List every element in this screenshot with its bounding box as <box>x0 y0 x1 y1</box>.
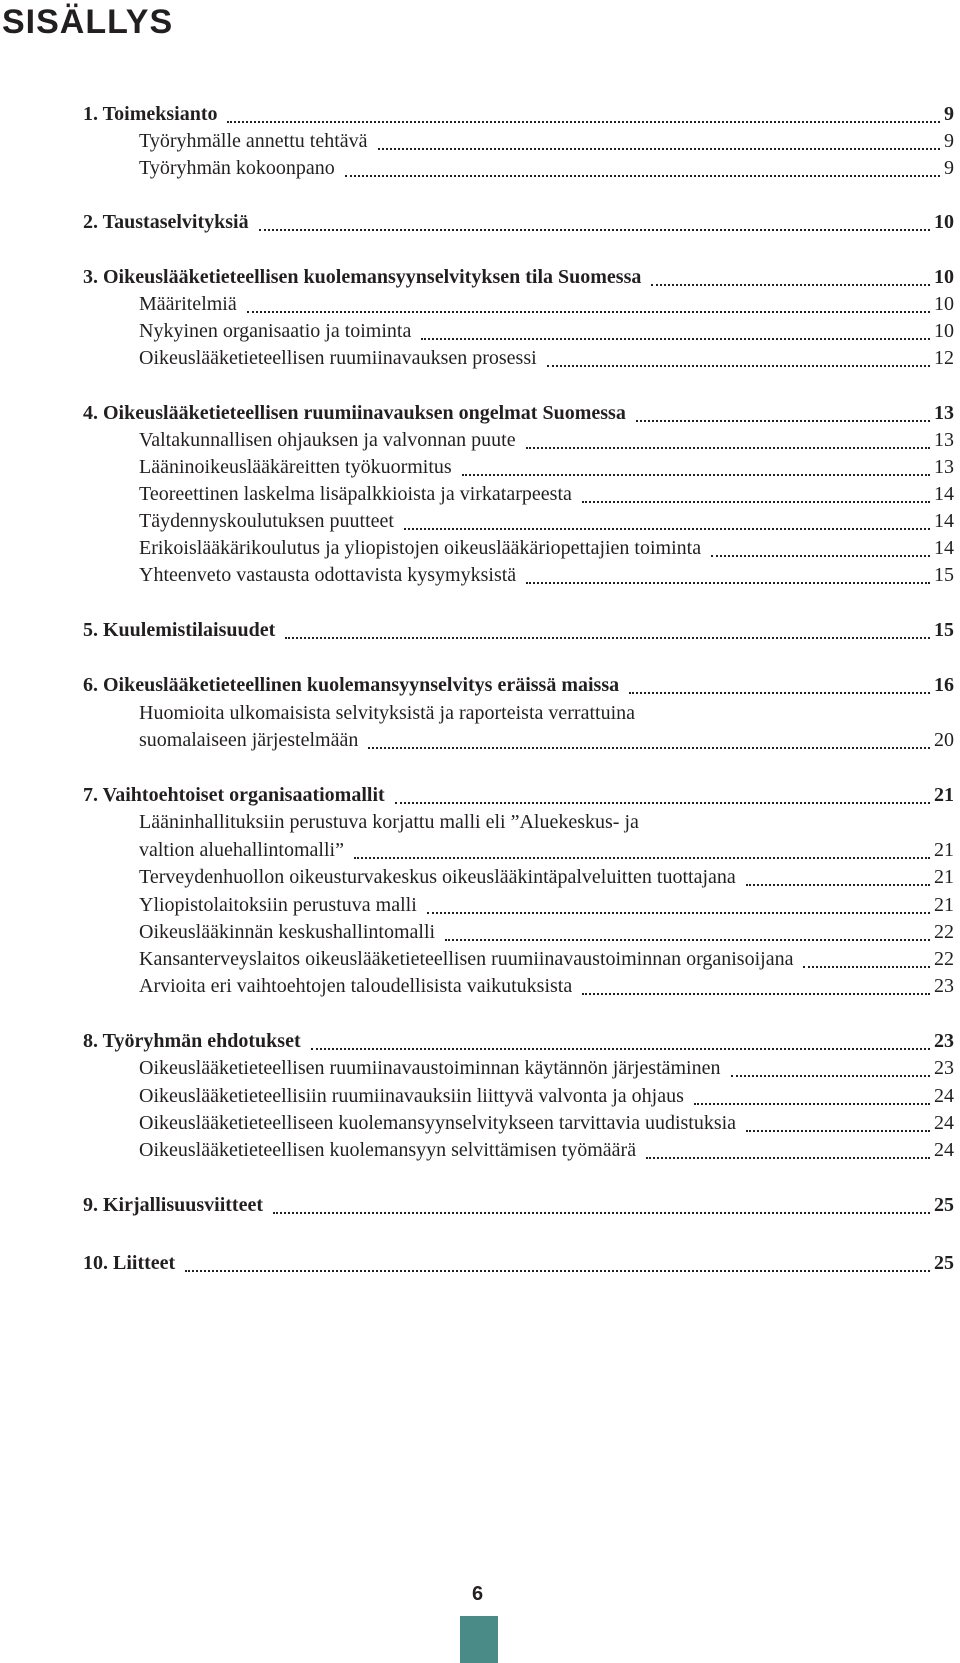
toc-subsection-row[interactable] <box>139 344 954 372</box>
toc-dot-leader <box>445 939 930 941</box>
toc-entry-title: 4. Oikeuslääketieteellisen ruumiinavauksen ongelmat Suomessa <box>83 402 626 424</box>
toc-dot-leader <box>185 1270 930 1272</box>
toc-entry-title: Oikeuslääketieteelliseen kuolemansyynselvitykseen tarvittavia uudistuksia <box>139 1112 737 1134</box>
toc-entry-page: 21 <box>934 894 954 916</box>
toc-subsection-row[interactable] <box>139 290 954 318</box>
toc-entry-title: 6. Oikeuslääketieteellinen kuolemansyynselvitys eräissä maissa <box>83 674 620 696</box>
toc-entry-title: Yliopistolaitoksiin perustuva malli <box>139 894 417 916</box>
toc-entry-title: valtion aluehallintomalli” <box>139 839 344 861</box>
toc-entry-title: Oikeuslääketieteellisen kuolemansyyn selvittämisen työmäärä <box>139 1139 637 1161</box>
toc-dot-leader <box>582 501 930 503</box>
toc-entry-page: 23 <box>934 975 954 997</box>
toc-subsection-row[interactable] <box>139 561 954 589</box>
toc-subsection-row[interactable] <box>139 317 954 345</box>
toc-subsection-row[interactable] <box>139 127 954 155</box>
toc-entry-title: 5. Kuulemistilaisuudet <box>83 619 276 641</box>
page-tab-marker <box>460 1616 498 1663</box>
toc-section-row[interactable] <box>83 208 954 236</box>
toc-entry-title: Huomioita ulkomaisista selvityksistä ja raporteista verrattuina <box>139 702 635 724</box>
toc-entry-title: Erikoislääkärikoulutus ja yliopistojen oikeuslääkäriopettajien toiminta <box>139 537 702 559</box>
toc-dot-leader <box>421 338 930 340</box>
toc-subsection-row[interactable] <box>139 534 954 562</box>
toc-section-row[interactable] <box>83 781 954 809</box>
toc-subsection-row[interactable] <box>139 453 954 481</box>
toc-entry-page: 21 <box>934 839 954 861</box>
toc-entry-page: 14 <box>934 537 954 559</box>
toc-section-row[interactable] <box>83 616 954 644</box>
toc-dot-leader <box>404 528 930 530</box>
toc-subsection-row[interactable] <box>139 808 954 836</box>
toc-dot-leader <box>694 1103 930 1105</box>
toc-entry-title: Työryhmän kokoonpano <box>139 157 335 179</box>
toc-entry-page: 16 <box>934 674 954 696</box>
toc-dot-leader <box>547 365 930 367</box>
toc-entry-title: Kansanterveyslaitos oikeuslääketieteellisen ruumiinavaustoiminnan organisoijana <box>139 948 794 970</box>
toc-dot-leader <box>582 993 930 995</box>
toc-subsection-row[interactable] <box>139 1109 954 1137</box>
toc-dot-leader <box>651 284 930 286</box>
toc-dot-leader <box>746 1130 930 1132</box>
toc-entry-title: Terveydenhuollon oikeusturvakeskus oikeuslääkintäpalveluitten tuottajana <box>139 866 736 888</box>
toc-dot-leader <box>427 912 930 914</box>
toc-entry-page: 9 <box>944 103 954 125</box>
toc-entry-title: Yhteenveto vastausta odottavista kysymyksistä <box>139 564 517 586</box>
toc-dot-leader <box>354 857 930 859</box>
toc-entry-page: 23 <box>934 1057 954 1079</box>
toc-entry-page: 25 <box>934 1194 954 1216</box>
toc-entry-title: 10. Liitteet <box>83 1252 176 1274</box>
toc-dot-leader <box>368 747 930 749</box>
toc-entry-page: 24 <box>934 1085 954 1107</box>
toc-entry-page: 13 <box>934 429 954 451</box>
toc-section-row[interactable] <box>83 399 954 427</box>
toc-subsection-row[interactable] <box>139 726 954 754</box>
toc-subsection-row[interactable] <box>139 426 954 454</box>
toc-entry-title: 1. Toimeksianto <box>83 103 218 125</box>
toc-dot-leader <box>803 966 930 968</box>
toc-entry-title: 8. Työryhmän ehdotukset <box>83 1030 301 1052</box>
toc-dot-leader <box>711 555 930 557</box>
toc-entry-page: 13 <box>934 402 954 424</box>
toc-subsection-row[interactable] <box>139 699 954 727</box>
toc-entry-page: 20 <box>934 729 954 751</box>
toc-entry-page: 12 <box>934 347 954 369</box>
toc-dot-leader <box>629 692 930 694</box>
toc-subsection-row[interactable] <box>139 945 954 973</box>
toc-entry-page: 9 <box>944 157 954 179</box>
toc-entry-title: Lääninoikeuslääkäreitten työkuormitus <box>139 456 452 478</box>
toc-entry-page: 21 <box>934 784 954 806</box>
toc-section-row[interactable] <box>83 100 954 128</box>
toc-entry-page: 24 <box>934 1112 954 1134</box>
toc-dot-leader <box>526 447 930 449</box>
toc-subsection-row[interactable] <box>139 918 954 946</box>
toc-entry-page: 9 <box>944 130 954 152</box>
toc-subsection-row[interactable] <box>139 863 954 891</box>
toc-dot-leader <box>746 884 930 886</box>
toc-entry-page: 23 <box>934 1030 954 1052</box>
toc-entry-title: Arvioita eri vaihtoehtojen taloudellisista vaikutuksista <box>139 975 573 997</box>
toc-entry-page: 22 <box>934 948 954 970</box>
toc-entry-title: suomalaiseen järjestelmään <box>139 729 359 751</box>
toc-entry-page: 22 <box>934 921 954 943</box>
toc-entry-title: 7. Vaihtoehtoiset organisaatiomallit <box>83 784 385 806</box>
toc-dot-leader <box>646 1157 930 1159</box>
toc-dot-leader <box>462 474 930 476</box>
toc-section-row[interactable] <box>83 671 954 699</box>
toc-dot-leader <box>395 802 930 804</box>
toc-entry-title: Lääninhallituksiin perustuva korjattu malli eli ”Aluekeskus- ja <box>139 811 639 833</box>
toc-entry-title: Valtakunnallisen ohjauksen ja valvonnan puute <box>139 429 516 451</box>
toc-subsection-row[interactable] <box>139 507 954 535</box>
toc-entry-title: Oikeuslääkinnän keskushallintomalli <box>139 921 436 943</box>
toc-entry-page: 25 <box>934 1252 954 1274</box>
toc-subsection-row[interactable] <box>139 154 954 182</box>
toc-subsection-row[interactable] <box>139 480 954 508</box>
toc-section-row[interactable] <box>83 1027 954 1055</box>
toc-section-row[interactable] <box>83 1249 954 1277</box>
toc-entry-title: Työryhmälle annettu tehtävä <box>139 130 368 152</box>
toc-entry-title: Oikeuslääketieteellisiin ruumiinavauksiin liittyvä valvonta ja ohjaus <box>139 1085 684 1107</box>
toc-dot-leader <box>345 175 940 177</box>
toc-dot-leader <box>526 582 930 584</box>
toc-dot-leader <box>259 229 930 231</box>
toc-dot-leader <box>285 637 930 639</box>
toc-entry-page: 10 <box>934 320 954 342</box>
toc-entry-page: 10 <box>934 211 954 233</box>
toc-entry-page: 14 <box>934 510 954 532</box>
toc-subsection-row[interactable] <box>139 1054 954 1082</box>
toc-entry-title: Oikeuslääketieteellisen ruumiinavauksen prosessi <box>139 347 537 369</box>
toc-entry-page: 15 <box>934 564 954 586</box>
toc-dot-leader <box>378 148 940 150</box>
toc-dot-leader <box>731 1075 930 1077</box>
toc-subsection-row[interactable] <box>139 836 954 864</box>
toc-dot-leader <box>636 420 930 422</box>
toc-entry-page: 24 <box>934 1139 954 1161</box>
toc-dot-leader <box>227 121 940 123</box>
toc-subsection-row[interactable] <box>139 1082 954 1110</box>
toc-entry-title: Täydennyskoulutuksen puutteet <box>139 510 394 532</box>
toc-entry-title: Teoreettinen laskelma lisäpalkkioista ja virkatarpeesta <box>139 483 572 505</box>
toc-subsection-row[interactable] <box>139 972 954 1000</box>
page-heading: SISÄLLYS <box>2 3 174 41</box>
toc-entry-title: Oikeuslääketieteellisen ruumiinavaustoiminnan käytännön järjestäminen <box>139 1057 721 1079</box>
toc-entry-page: 14 <box>934 483 954 505</box>
toc-subsection-row[interactable] <box>139 1136 954 1164</box>
toc-entry-page: 15 <box>934 619 954 641</box>
toc-entry-title: Nykyinen organisaatio ja toiminta <box>139 320 412 342</box>
page-number: 6 <box>472 1583 484 1605</box>
toc-entry-page: 10 <box>934 266 954 288</box>
toc-dot-leader <box>311 1048 930 1050</box>
toc-entry-title: 3. Oikeuslääketieteellisen kuolemansyynselvityksen tila Suomessa <box>83 266 642 288</box>
toc-section-row[interactable] <box>83 263 954 291</box>
toc-entry-title: 2. Taustaselvityksiä <box>83 211 249 233</box>
toc-dot-leader <box>273 1212 930 1214</box>
toc-entry-title: 9. Kirjallisuusviitteet <box>83 1194 263 1216</box>
toc-entry-page: 13 <box>934 456 954 478</box>
toc-entry-title: Määritelmiä <box>139 293 237 315</box>
toc-section-row[interactable] <box>83 1191 954 1219</box>
toc-subsection-row[interactable] <box>139 891 954 919</box>
toc-entry-page: 10 <box>934 293 954 315</box>
toc-entry-page: 21 <box>934 866 954 888</box>
toc-dot-leader <box>247 311 930 313</box>
